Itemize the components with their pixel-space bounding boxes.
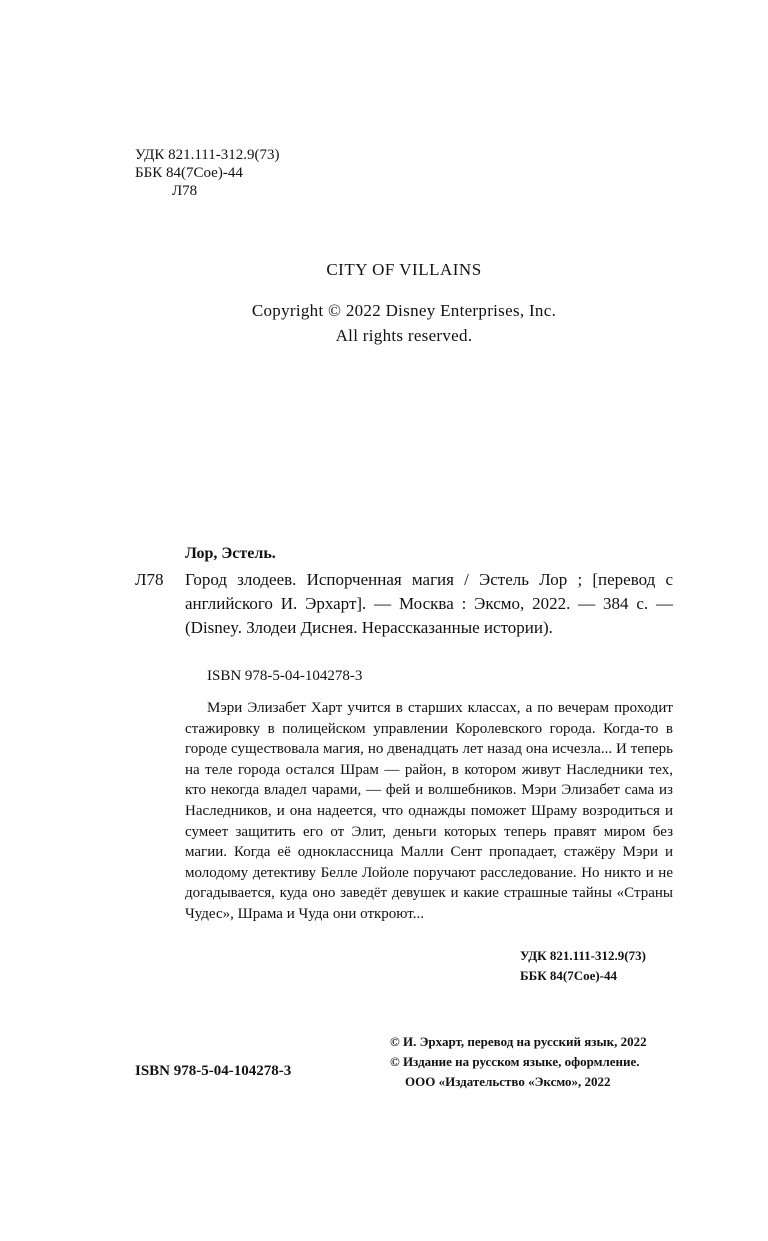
footer-isbn: ISBN 978-5-04-104278-3	[135, 1063, 292, 1079]
copyright-block	[0, 298, 768, 348]
annotation-text: Мэри Элизабет Харт учится в старших классах, а по вечерам проходит стажировку в полицейском управлении Королевского города. Когда-то в городе существовала магия, но двенадцать лет назад она исчезла... И теперь на теле города остался Шрам — район, в котором живут Наследники тех, кто некогда владел чарами, — фей и волшебников. Мэри Элизабет сама из Наследников, и она надеется, что однажды поможет Шраму возродиться и сумеет защитить его от Элит, деньги которых теперь правят миром без магии. Когда её одноклассница Малли Сент пропадает, стажёру Мэри и молодому детективу Белле Лойоле поручают расследование. Но никто и не догадывается, куда оно заведёт девушек и какие страшные тайны «Страны Чудес», Шрама и Чуда они откроют...	[185, 700, 673, 922]
catalog-mark: Л78	[135, 570, 164, 589]
copyright-translation: © И. Эрхарт, перевод на русский язык, 2022	[390, 1034, 647, 1049]
catalog-description: Город злодеев. Испорченная магия / Эстель Лор ; [перевод с английского И. Эрхарт]. — Москва : Эксмо, 2022. — 384 с. — (Disney. Злодеи Диснея. Нерассказанные истории).	[185, 570, 673, 637]
footer-codes	[520, 946, 673, 986]
author-mark: Л78	[172, 183, 198, 199]
original-title: CITY OF VILLAINS	[326, 260, 482, 279]
copyright-edition: © Издание на русском языке, оформление.	[390, 1054, 640, 1069]
bbk-code: ББК 84(7Сое)-44	[135, 165, 243, 181]
footer-udk: УДК 821.111-312.9(73)	[520, 948, 646, 963]
catalog-isbn: ISBN 978-5-04-104278-3	[207, 668, 363, 684]
footer-bbk: ББК 84(7Сое)-44	[520, 968, 618, 983]
copyright-line: Copyright © 2022 Disney Enterprises, Inc.	[251, 301, 557, 320]
udk-code: УДК 821.111-312.9(73)	[135, 147, 280, 163]
catalog-author: Лор, Эстель.	[185, 545, 276, 562]
copyright-notices	[390, 1032, 647, 1092]
rights-line: All rights reserved.	[335, 326, 473, 345]
publisher-line: ООО «Издательство «Эксмо», 2022	[405, 1074, 611, 1089]
annotation	[185, 698, 673, 925]
classification-codes	[135, 146, 279, 200]
